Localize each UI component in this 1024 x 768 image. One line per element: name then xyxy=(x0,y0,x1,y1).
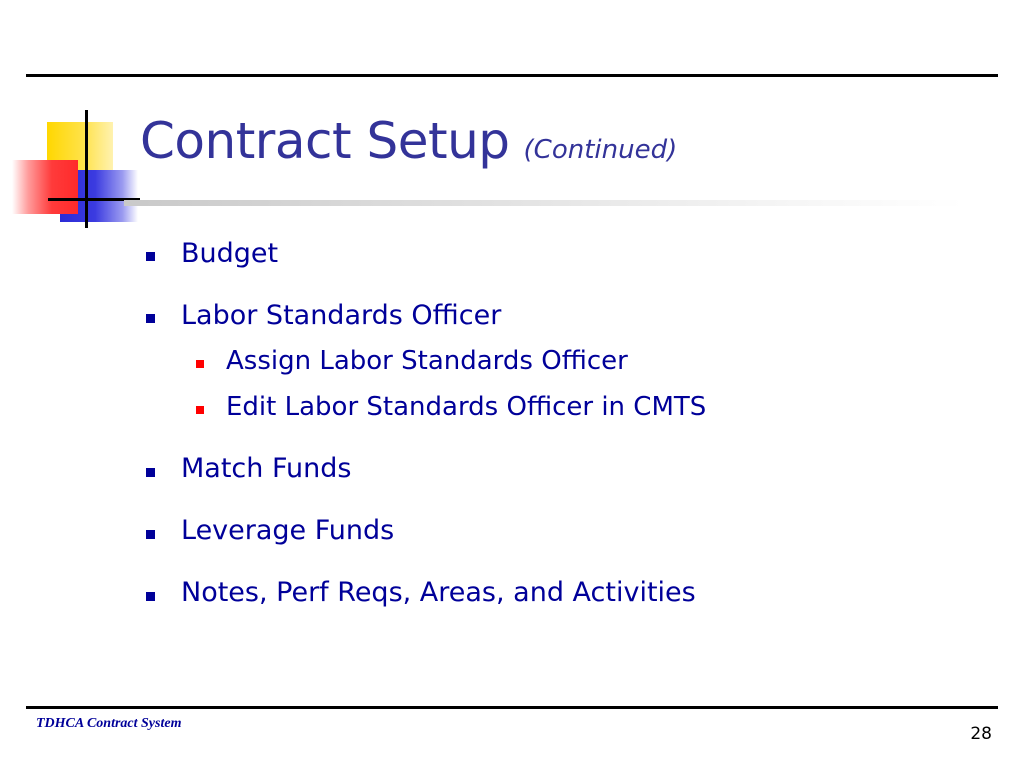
bullet-marker xyxy=(146,592,155,601)
bottom-divider xyxy=(26,706,998,709)
title-main: Contract Setup xyxy=(140,112,510,170)
title-underline xyxy=(124,200,964,206)
logo-vertical-line xyxy=(85,110,88,228)
footer-text: TDHCA Contract System xyxy=(36,716,182,731)
bullet-marker xyxy=(146,314,155,323)
sub-item-edit-officer: Edit Labor Standards Officer in CMTS xyxy=(226,392,707,422)
title-subtitle: (Continued) xyxy=(523,135,678,165)
bullet-item-budget: Budget xyxy=(181,238,279,269)
bullet-marker xyxy=(146,530,155,539)
top-divider xyxy=(26,74,998,77)
sub-bullet-marker xyxy=(196,360,204,368)
bullet-item-leverage-funds: Leverage Funds xyxy=(181,515,395,546)
sub-bullet-marker xyxy=(196,406,204,414)
decorative-logo xyxy=(0,100,160,240)
page-number: 28 xyxy=(970,724,992,744)
bullet-marker xyxy=(146,468,155,477)
bullet-marker xyxy=(146,252,155,261)
logo-red-square xyxy=(12,160,78,214)
bullet-item-labor-standards-officer: Labor Standards Officer xyxy=(181,300,502,331)
bullet-item-notes: Notes, Perf Reqs, Areas, and Activities xyxy=(181,577,696,608)
bullet-item-match-funds: Match Funds xyxy=(181,453,352,484)
sub-item-assign-officer: Assign Labor Standards Officer xyxy=(226,346,628,376)
slide-title xyxy=(140,112,677,170)
